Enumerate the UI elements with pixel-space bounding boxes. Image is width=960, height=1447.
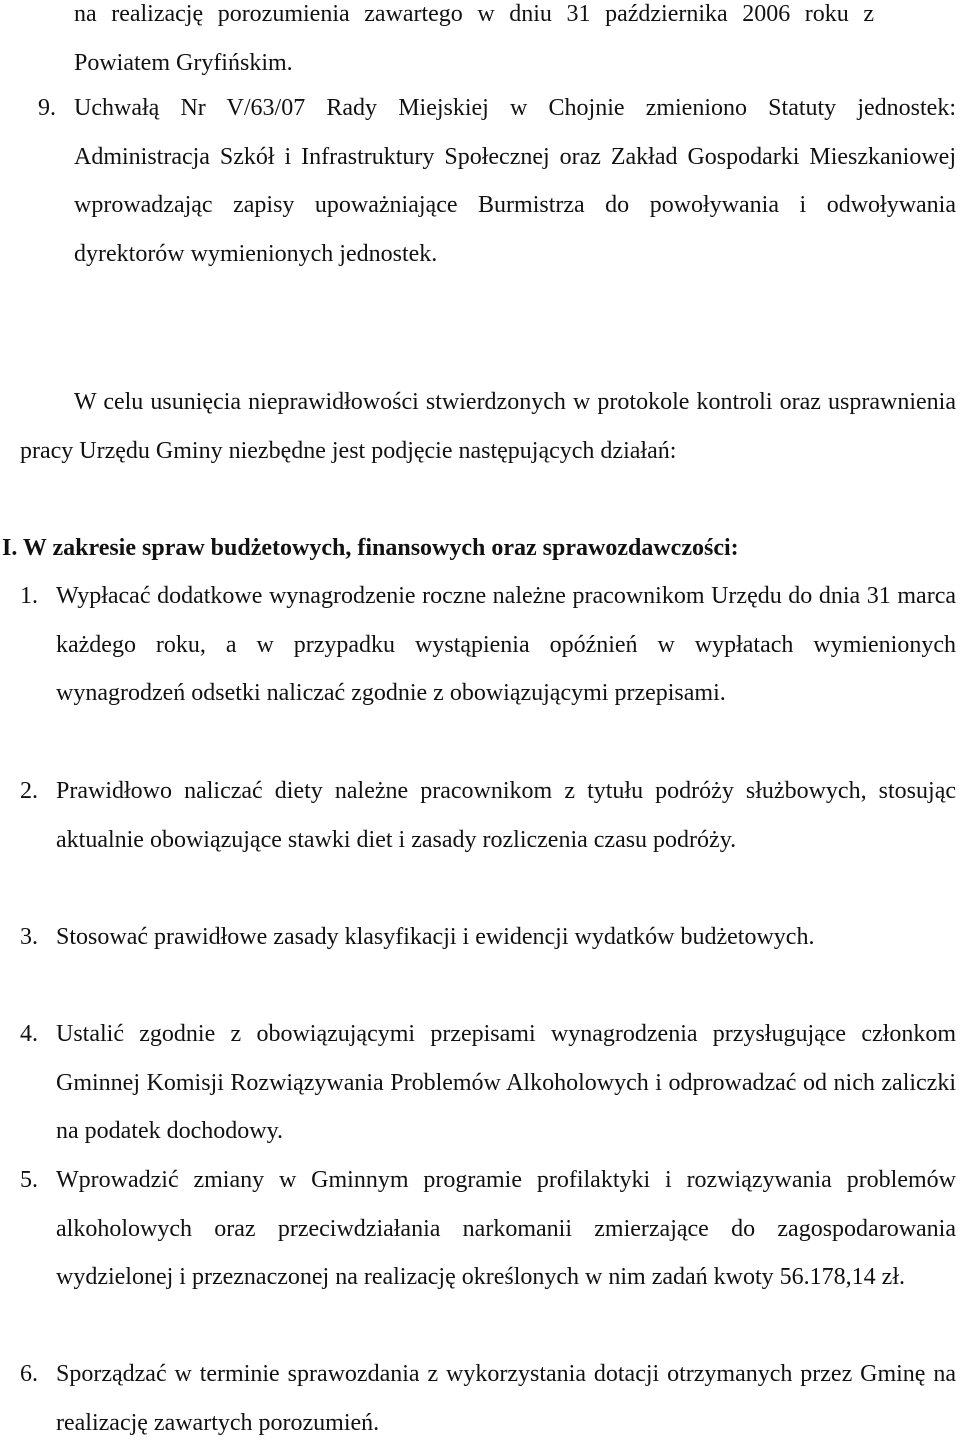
item-9-text: Uchwałą Nr V/63/07 Rady Miejskiej w Chojnie zmieniono Statuty jednostek: Administracja Szkół i Infrastruktury Społecznej oraz Zakład Gospodarki Mieszkaniowej wprowadzając zapisy upoważniające Burmistrza do powoływania i odwoływania dyrektorów wymienionych jednostek. (74, 95, 956, 267)
list-item-text: Prawidłowo naliczać diety należne pracownikom z tytułu podróży służbowych, stosując aktualnie obowiązujące stawki diet i zasady rozliczenia czasu podróży. (56, 778, 956, 853)
list-item-number: 6. (20, 1361, 38, 1387)
list-item-text: Wprowadzić zmiany w Gminnym programie profilaktyki i rozwiązywania problemów alkoholowych oraz przeciwdziałania narkomanii zmierzające do zagospodarowania wydzielonej i przeznaczonej na realizację określonych w nim zadań kwoty 56.178,14 zł. (56, 1167, 956, 1290)
list-item-text: Ustalić zgodnie z obowiązującymi przepisami wynagrodzenia przysługujące członkom Gminnej Komisji Rozwiązywania Problemów Alkoholowych i odprowadzać od nich zaliczki na podatek dochodowy. (56, 1021, 956, 1144)
list-item-number: 5. (20, 1167, 38, 1193)
section-heading: I. W zakresie spraw budżetowych, finansowych oraz sprawozdawczości: (2, 535, 739, 561)
intro-paragraph: W celu usunięcia nieprawidłowości stwierdzonych w protokole kontroli oraz usprawnienia pracy Urzędu Gminy niezbędne jest podjęcie następujących działań: (20, 389, 956, 464)
list-item-text: Wypłacać dodatkowe wynagrodzenie roczne należne pracownikom Urzędu do dnia 31 marca każdego roku, a w przypadku wystąpienia opóźnień w wypłatach wymienionych wynagrodzeń odsetki naliczać zgodnie z obowiązującymi przepisami. (56, 583, 956, 706)
list-item-text: Sporządzać w terminie sprawozdania z wykorzystania dotacji otrzymanych przez Gminę na realizację zawartych porozumień. (56, 1361, 956, 1436)
item-9-number: 9. (38, 95, 56, 121)
list-item-text: Stosować prawidłowe zasady klasyfikacji i ewidencji wydatków budżetowych. (56, 924, 815, 950)
list-item-number: 4. (20, 1021, 38, 1047)
list-item-number: 3. (20, 924, 38, 950)
continuation-paragraph: na realizację porozumienia zawartego w dniu 31 października 2006 roku z Powiatem Gryfińskim. (74, 1, 874, 76)
list-item-number: 2. (20, 778, 38, 804)
list-item-number: 1. (20, 583, 38, 609)
